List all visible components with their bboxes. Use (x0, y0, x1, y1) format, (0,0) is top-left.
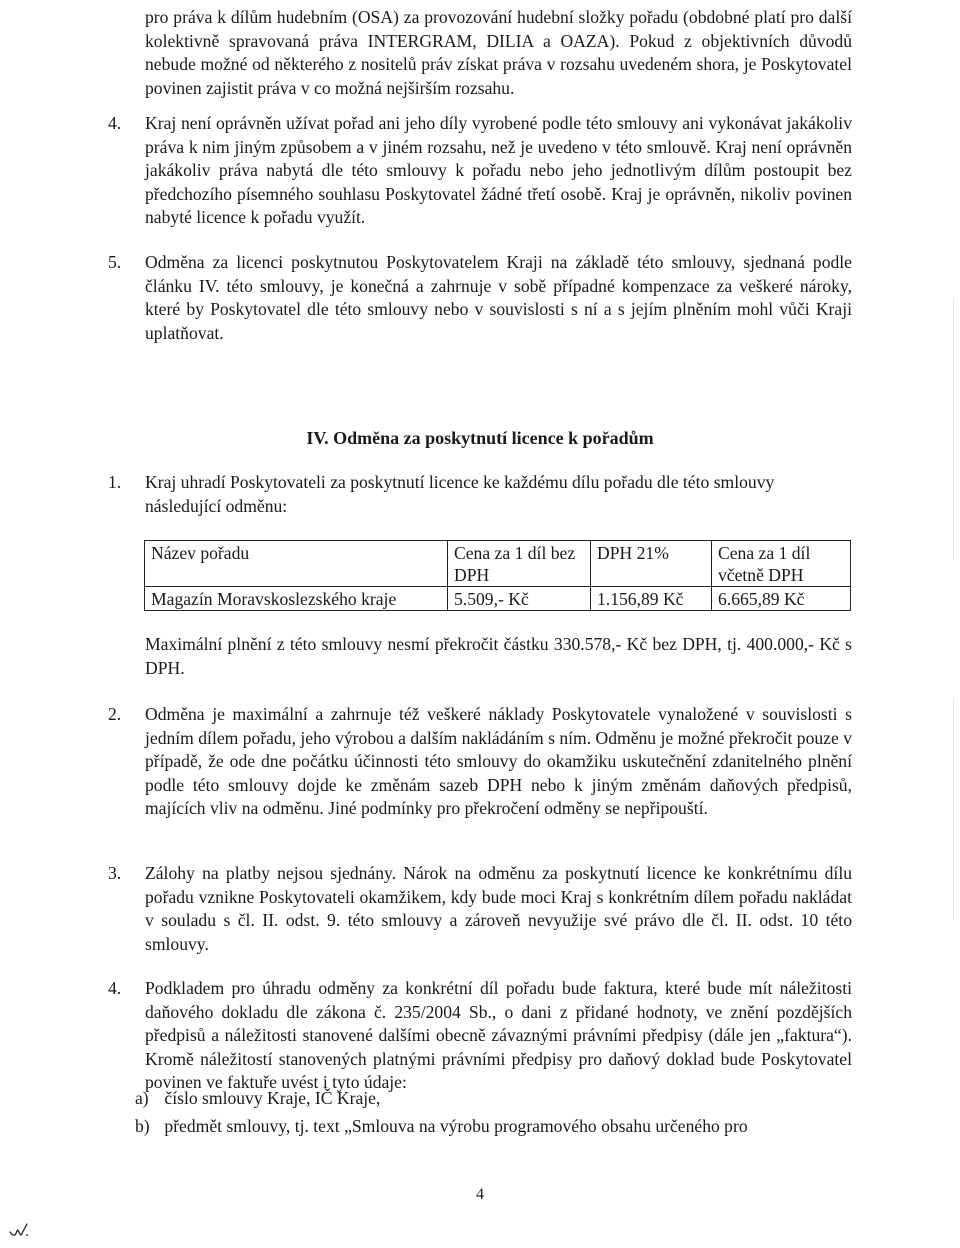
clause-4-4 (108, 977, 852, 1095)
table-header-cell: Název pořadu (145, 541, 448, 587)
clause-number: 2. (108, 704, 122, 724)
table-cell: 1.156,89 Kč (591, 587, 712, 611)
table-header-cell: Cena za 1 díl bez DPH (448, 541, 591, 587)
clause-3-5 (108, 251, 852, 345)
subitem-label: a) (135, 1088, 149, 1108)
max-amount-text: Maximální plnění z této smlouvy nesmí překročit částku 330.578,- Kč bez DPH, tj. 400.000,- Kč s DPH. (145, 634, 852, 678)
clause-text: Kraj uhradí Poskytovateli za poskytnutí licence ke každému dílu pořadu dle této smlouvy následující odměnu: (145, 472, 775, 516)
clause-3-4 (108, 112, 852, 230)
subitem-label: b) (135, 1116, 150, 1136)
subitem-text: číslo smlouvy Kraje, IČ Kraje, (164, 1088, 381, 1108)
clause-4-3 (108, 862, 852, 956)
clause-text: Podkladem pro úhradu odměny za konkrétní díl pořadu bude faktura, které bude mít náležitosti daňového dokladu dle zákona č. 235/2004 Sb., o dani z přidané hodnoty, ve znění pozdějších předpisů a náležitosti stanovené dalšími obecně závaznými právními předpisy (dále jen „faktura“). Kromě náležitostí stanovených platnými právními předpisy pro daňový doklad bude Poskytovatel povinen ve faktuře uvést i tyto údaje: (145, 978, 852, 1092)
initials-mark-icon (8, 1218, 30, 1240)
subitem-a (135, 1087, 852, 1111)
clause-4-2 (108, 703, 852, 821)
table-cell: Magazín Moravskoslezského kraje (145, 587, 448, 611)
table-header-cell: DPH 21% (591, 541, 712, 587)
clause-text: Zálohy na platby nejsou sjednány. Nárok na odměnu za poskytnutí licence ke konkrétnímu dílu pořadu vznikne Poskytovateli okamžikem, kdy bude moci Kraj s konkrétním dílem pořadu nakládat v souladu s čl. II. odst. 9. této smlouvy a zároveň nevyužije své právo dle čl. II. odst. 10 této smlouvy. (145, 863, 852, 954)
clause-number: 4. (108, 978, 122, 998)
clause-number: 3. (108, 863, 122, 883)
table-cell: 6.665,89 Kč (712, 587, 851, 611)
section-heading: IV. Odměna za poskytnutí licence k pořadům (306, 428, 654, 448)
scan-margin-artifact (951, 700, 954, 920)
table-header-row (145, 541, 851, 587)
fees-table (144, 540, 851, 611)
page-number: 4 (476, 1186, 484, 1203)
max-amount-note (145, 633, 852, 680)
subitem-b (135, 1115, 852, 1139)
subitem-text: předmět smlouvy, tj. text „Smlouva na výrobu programového obsahu určeného pro (164, 1116, 748, 1136)
table-header-cell: Cena za 1 díl včetně DPH (712, 541, 851, 587)
table-cell: 5.509,- Kč (448, 587, 591, 611)
table-row (145, 587, 851, 611)
clause-number: 1. (108, 472, 122, 492)
intro-text: pro práva k dílům hudebním (OSA) za provozování hudební složky pořadu (obdobné platí pro další kolektivně spravovaná práva INTERGRAM, DILIA a OAZA). Pokud z objektivních důvodů nebude možné od některého z nositelů práv získat práva v rozsahu uvedeném shora, je Poskytovatel povinen zajistit práva v co možná nejširším rozsahu. (145, 7, 852, 98)
clause-number: 4. (108, 113, 122, 133)
intro-paragraph (145, 6, 852, 100)
clause-text: Kraj není oprávněn užívat pořad ani jeho díly vyrobené podle této smlouvy ani vykonávat jakákoliv práva k nim jiným způsobem a v jiném rozsahu, než je uvedeno v této smlouvě. Kraj není oprávněn jakákoliv práva nabytá dle této smlouvy k pořadu nebo jeho jednotlivým dílům postoupit bez předchozího písemného souhlasu Poskytovatel žádné třetí osobě. Kraj je oprávněn, nikoliv povinen nabyté licence k pořadu využít. (145, 113, 852, 227)
clause-number: 5. (108, 252, 122, 272)
clause-4-1 (108, 471, 852, 518)
clause-text: Odměna za licenci poskytnutou Poskytovatelem Kraji na základě této smlouvy, sjednaná podle článku IV. této smlouvy, je konečná a zahrnuje v sobě případné kompenzace za veškeré nároky, které by Poskytovatel dle této smlouvy nebo v souvislosti s ní a s jejím plněním mohl vůči Kraji uplatňovat. (145, 252, 852, 343)
scan-margin-artifact (951, 300, 954, 560)
clause-text: Odměna je maximální a zahrnuje též veškeré náklady Poskytovatele vynaložené v souvislosti s jedním dílem pořadu, jeho výrobou a dalším nakládáním s ním. Odměnu je možné překročit pouze v případě, že ode dne počátku účinnosti této smlouvy do okamžiku uskutečnění zdanitelného plnění podle této smlouvy dojde ke změnám sazeb DPH nebo k jiným změnám daňových předpisů, majících vliv na odměnu. Jiné podmínky pro překročení odměny se nepřipouští. (145, 704, 852, 818)
